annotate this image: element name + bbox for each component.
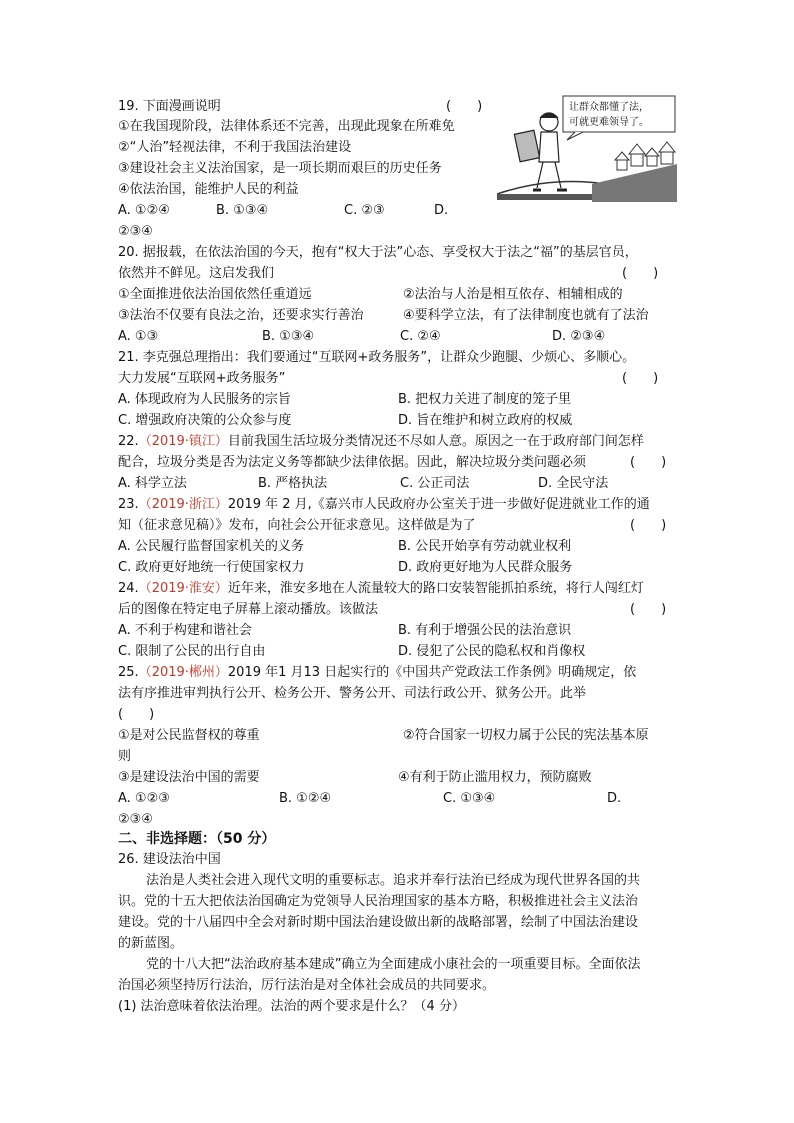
q25-choice-c: C. ①③④ (443, 791, 496, 806)
official-figure (514, 113, 567, 190)
q19-option-1: ①在我国现阶段，法律体系还不完善，出现此现象在所难免 (118, 119, 455, 134)
q23-choice-d: D. 政府更好地为人民群众服务 (398, 560, 573, 575)
hill (592, 164, 677, 202)
q24-choice-d: D. 侵犯了公民的隐私权和肖像权 (398, 644, 586, 659)
q20-stem-line-1: 20. 据报载，在依法治国的今天，抱有“权大于法”心态、享受权大于法之“福”的基层官员， (118, 245, 638, 260)
q26-subquestion-1: (1) 法治意味着依法治理。法治的两个要求是什么？（4 分） (118, 999, 465, 1014)
q25-option-4: ④有利于防止滥用权力，预防腐败 (398, 770, 592, 785)
q25-choice-d-value: ②③④ (118, 812, 153, 827)
q23-choice-b: B. 公民开始享有劳动就业权利 (398, 539, 572, 554)
q22-choice-b: B. 严格执法 (258, 476, 328, 491)
q25-option-1: ①是对公民监督权的尊重 (118, 728, 260, 743)
q19-option-2: ②“人治”轻视法律，不利于我国法治建设 (118, 140, 352, 155)
q26-para1-line-4: 的新蓝图。 (118, 936, 184, 951)
q26-para1-line-1: 法治是人类社会进入现代文明的重要标志。追求并奉行法治已经成为现代世界各国的共 (146, 873, 641, 888)
q21-choice-a: A. 体现政府为人民服务的宗旨 (118, 392, 291, 407)
q22-choice-a: A. 科学立法 (118, 476, 187, 491)
village (615, 142, 675, 170)
q19-choice-d: D. (434, 203, 449, 218)
q23-stem-line-2: 知（征求意见稿）》发布，向社会公开征求意见。这样做是为了 (118, 518, 476, 533)
q21-choice-d: D. 旨在维护和树立政府的权威 (398, 413, 573, 428)
section-heading: 二、非选择题：（50 分） (118, 831, 276, 847)
q24-choice-a: A. 不利于构建和谐社会 (118, 623, 252, 638)
q20-option-4: ④要科学立法，有了法律制度也就有了法治 (403, 308, 649, 323)
q25-stem-line-2: 法有序推进审判执行公开、检务公开、警务公开、司法行政公开、狱务公开。此举 (118, 686, 587, 701)
q23-number: 23. (118, 497, 139, 512)
books-bundle (514, 130, 539, 162)
q24-stem-line-2: 后的图像在特定电子屏幕上滚动播放。该做法 (118, 602, 379, 617)
q20-choice-a: A. ①③ (118, 329, 159, 344)
q24-choice-b: B. 有利于增强公民的法治意识 (398, 623, 572, 638)
speech-bubble-line-2: 可就更难领导了。 (569, 117, 649, 128)
q20-option-3: ③法治不仅要有良法之治，还要求实行善治 (118, 308, 364, 323)
q23-stem-line-1 (118, 495, 650, 515)
q24-choice-c: C. 限制了公民的出行自由 (118, 644, 266, 659)
q19-option-3: ③建设社会主义法治国家，是一项长期而艰巨的历史任务 (118, 161, 442, 176)
q24-text: 近年来，淮安多地在人流量较大的路口安装智能抓拍系统，将行人闯红灯 (227, 581, 644, 596)
q26-para1-line-3: 建设。党的十八届四中全会对新时期中国法治建设做出新的战略部署，绘制了中国法治建设 (118, 915, 639, 930)
q25-source: （2019·郴州） (138, 665, 228, 680)
q26-para2-line-2: 治国必须坚持厉行法治，厉行法治是对全体社会成员的共同要求。 (118, 978, 496, 993)
q19-stem: 19. 下面漫画说明 (118, 99, 221, 114)
q20-choice-d: D. ②③④ (552, 329, 606, 344)
q25-number: 25. (118, 665, 139, 680)
q19-choice-b: B. ①③④ (216, 203, 269, 218)
q23-answer-paren: ( ) (630, 518, 667, 533)
q21-choice-c: C. 增强政府决策的公众参与度 (118, 413, 292, 428)
q24-stem-line-1 (118, 579, 644, 599)
q20-option-2: ②法治与人治是相互依存、相辅相成的 (403, 287, 623, 302)
q25-option-3: ③是建设法治中国的需要 (118, 770, 260, 785)
q22-stem-line-2: 配合，垃圾分类是否为法定义务等都缺少法律依据。因此，解决垃圾分类问题必须 (118, 455, 587, 470)
q21-choice-b: B. 把权力关进了制度的笼子里 (398, 392, 572, 407)
q25-option-2-cont: 则 (118, 749, 132, 764)
q20-choice-c: C. ②④ (400, 329, 441, 344)
q23-choice-c: C. 政府更好地统一行使国家权力 (118, 560, 305, 575)
q22-choice-c: C. 公正司法 (400, 476, 470, 491)
q25-choice-d: D. (607, 791, 622, 806)
q26-title: 26. 建设法治中国 (118, 852, 221, 867)
q22-text: 目前我国生活垃圾分类情况还不尽如人意。原因之一在于政府部门间怎样 (227, 434, 644, 449)
q25-answer-paren: ( ) (118, 707, 155, 722)
q22-choice-d: D. 全民守法 (538, 476, 609, 491)
road (497, 194, 607, 200)
q20-stem-line-2: 依然并不鲜见。这启发我们 (118, 266, 275, 281)
q26-para2-line-1: 党的十八大把“法治政府基本建成”确立为全面建成小康社会的一项重要目标。全面依法 (146, 957, 641, 972)
q25-text: 2019 年1 月13 日起实行的《中国共产党政法工作条例》明确规定，依 (227, 665, 637, 680)
q22-stem-line-1 (118, 432, 644, 452)
q19-choice-c: C. ②③ (344, 203, 385, 218)
q22-answer-paren: ( ) (630, 455, 667, 470)
q19-choice-d-value: ②③④ (118, 224, 153, 239)
q21-stem-line-2: 大力发展“互联网+政务服务” (118, 371, 286, 386)
q22-number: 22. (118, 434, 139, 449)
q22-source: （2019·镇江） (138, 434, 228, 449)
cartoon-illustration (497, 94, 677, 202)
q25-stem-line-1 (118, 663, 636, 683)
q19-option-4: ④依法治国，能维护人民的利益 (118, 182, 299, 197)
q19-choice-a: A. ①②④ (118, 203, 170, 218)
q23-choice-a: A. 公民履行监督国家机关的义务 (118, 539, 304, 554)
q20-option-1: ①全面推进依法治国依然任重道远 (118, 287, 312, 302)
q25-option-2: ②符合国家一切权力属于公民的宪法基本原 (403, 728, 649, 743)
q21-stem-line-1: 21. 李克强总理指出：我们要通过“互联网+政务服务”，让群众少跑腿、少烦心、多顺心。 (118, 350, 636, 365)
q19-answer-paren: ( ) (446, 99, 483, 114)
speech-bubble-line-1: 让群众都懂了法， (569, 102, 649, 113)
q26-para1-line-2: 识。党的十五大把依法治国确定为党领导人民治理国家的基本方略，积极推进社会主义法治 (118, 894, 639, 909)
q24-number: 24. (118, 581, 139, 596)
q25-choice-b: B. ①②④ (279, 791, 332, 806)
q20-answer-paren: ( ) (622, 266, 659, 281)
q23-text: 2019 年 2 月,《嘉兴市人民政府办公室关于进一步做好促进就业工作的通 (227, 497, 650, 512)
q23-source: （2019·浙江） (138, 497, 228, 512)
q21-answer-paren: ( ) (622, 371, 659, 386)
q25-choice-a: A. ①②③ (118, 791, 170, 806)
q24-answer-paren: ( ) (630, 602, 667, 617)
q20-choice-b: B. ①③④ (262, 329, 315, 344)
q24-source: （2019·淮安） (138, 581, 228, 596)
